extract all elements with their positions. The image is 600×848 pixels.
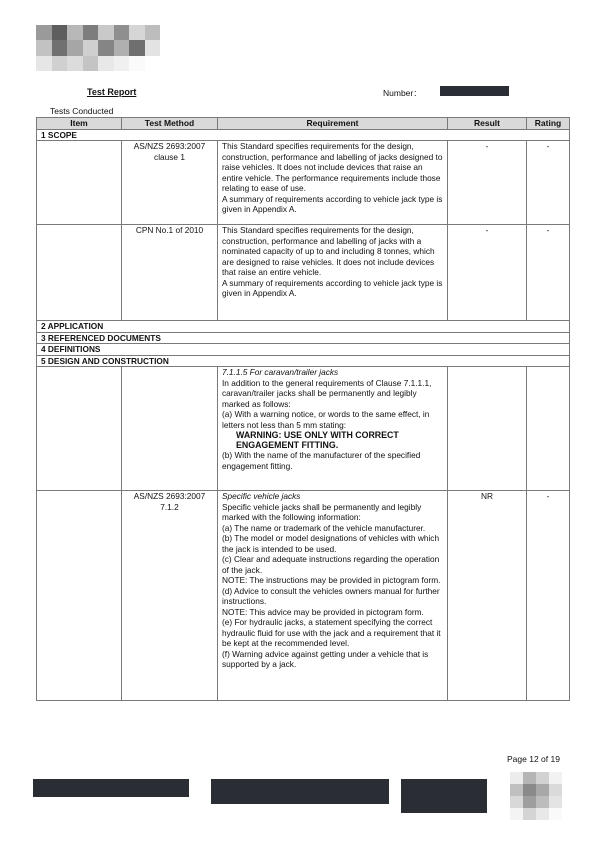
section-title-referenced-documents: 3 REFERENCED DOCUMENTS bbox=[37, 332, 570, 344]
requirement-text: (f) Warning advice against getting under a vehicle that is supported by a jack. bbox=[222, 648, 429, 669]
report-title: Test Report bbox=[87, 87, 137, 97]
table-header-row bbox=[37, 118, 570, 130]
item-cell bbox=[37, 141, 122, 225]
test-method-cell: AS/NZS 2693:2007 clause 1 bbox=[122, 141, 218, 225]
section-row bbox=[37, 129, 570, 141]
tests-conducted-caption: Tests Conducted bbox=[50, 106, 114, 116]
requirement-cell bbox=[218, 491, 448, 701]
column-header-test-method: Test Method bbox=[122, 118, 218, 130]
item-cell bbox=[37, 491, 122, 701]
result-cell bbox=[448, 367, 527, 491]
test-method-cell: AS/NZS 2693:2007 7.1.2 bbox=[122, 491, 218, 701]
table-row bbox=[37, 225, 570, 321]
requirement-text: This Standard specifies requirements for the design, construction, performance and labelling of jacks designed to raise vehicles. It does not include devices that raise an entire vehicle. The performance requirements include those relating to ease of use. bbox=[222, 141, 443, 193]
column-header-item: Item bbox=[37, 118, 122, 130]
item-cell bbox=[37, 225, 122, 321]
requirement-cell bbox=[218, 367, 448, 491]
table-row bbox=[37, 141, 570, 225]
test-method-cell: CPN No.1 of 2010 bbox=[122, 225, 218, 321]
footer-redacted-block bbox=[211, 779, 389, 804]
stamp-redacted bbox=[510, 772, 562, 820]
tests-table bbox=[36, 117, 570, 701]
item-cell bbox=[37, 367, 122, 491]
requirement-note: NOTE: This advice may be provided in pictogram form. bbox=[222, 606, 424, 617]
requirement-text: This Standard specifies requirements for the design, construction, performance and labelling of jacks with a nominated capacity of up to and including 8 tonnes, which are designed to raise vehicles. It does not include devices that raise an entire vehicle. bbox=[222, 225, 435, 277]
table-row bbox=[37, 367, 570, 491]
requirement-text: (b) The model or model designations of vehicles with which the jack is intended to be used. bbox=[222, 533, 440, 554]
result-cell: - bbox=[448, 225, 527, 321]
page-number: Page 12 of 19 bbox=[507, 754, 560, 764]
section-row bbox=[37, 332, 570, 344]
column-header-requirement: Requirement bbox=[218, 118, 448, 130]
requirement-text: (d) Advice to consult the vehicles owners manual for further instructions. bbox=[222, 585, 440, 606]
result-cell: NR bbox=[448, 491, 527, 701]
requirement-text: (b) With the name of the manufacturer of the specified engagement fitting. bbox=[222, 450, 421, 471]
requirement-text: A summary of requirements according to vehicle jack type is given in Appendix A. bbox=[222, 277, 443, 298]
requirement-text: (a) The name or trademark of the vehicle manufacturer. bbox=[222, 522, 426, 533]
section-row bbox=[37, 321, 570, 333]
section-title-application: 2 APPLICATION bbox=[37, 321, 570, 333]
report-number-label: Number： bbox=[383, 88, 422, 98]
requirement-text: In addition to the general requirements of Clause 7.1.1.1, caravan/trailer jacks shall be permanently and legibly marked as follows: bbox=[222, 377, 432, 409]
clause-heading: Specific vehicle jacks bbox=[222, 491, 301, 501]
rating-cell: - bbox=[527, 225, 570, 321]
rating-cell: - bbox=[527, 141, 570, 225]
footer-redacted-block bbox=[33, 779, 189, 797]
requirement-text: (e) For hydraulic jacks, a statement specifying the correct hydraulic fluid for use with the jack and a requirement that it be kept at the recommended level. bbox=[222, 617, 441, 648]
report-number-redacted bbox=[440, 86, 509, 96]
requirement-cell bbox=[218, 141, 448, 225]
section-title-scope: 1 SCOPE bbox=[37, 129, 570, 141]
requirement-text: Specific vehicle jacks shall be permanently and legibly marked with the following information: bbox=[222, 501, 422, 522]
clause-heading: 7.1.1.5 For caravan/trailer jacks bbox=[222, 367, 339, 377]
result-cell: - bbox=[448, 141, 527, 225]
rating-cell: - bbox=[527, 491, 570, 701]
column-header-rating: Rating bbox=[527, 118, 570, 130]
requirement-cell bbox=[218, 225, 448, 321]
requirement-note: NOTE: The instructions may be provided in pictogram form. bbox=[222, 575, 441, 585]
section-title-design-construction: 5 DESIGN AND CONSTRUCTION bbox=[37, 355, 570, 367]
rating-cell bbox=[527, 367, 570, 491]
test-method-cell bbox=[122, 367, 218, 491]
requirement-text: A summary of requirements according to vehicle jack type is given in Appendix A. bbox=[222, 193, 443, 214]
requirement-text: (a) With a warning notice, or words to the same effect, in letters not less than 5 mm stating: bbox=[222, 409, 430, 430]
column-header-result: Result bbox=[448, 118, 527, 130]
section-row bbox=[37, 355, 570, 367]
warning-text: WARNING: USE ONLY WITH CORRECT ENGAGEMENT FITTING. bbox=[236, 430, 399, 450]
company-logo-redacted bbox=[36, 25, 160, 71]
section-title-definitions: 4 DEFINITIONS bbox=[37, 344, 570, 356]
table-row bbox=[37, 491, 570, 701]
requirement-text: (c) Clear and adequate instructions regarding the operation of the jack. bbox=[222, 554, 440, 575]
section-row bbox=[37, 344, 570, 356]
footer-redacted-block bbox=[401, 779, 487, 813]
